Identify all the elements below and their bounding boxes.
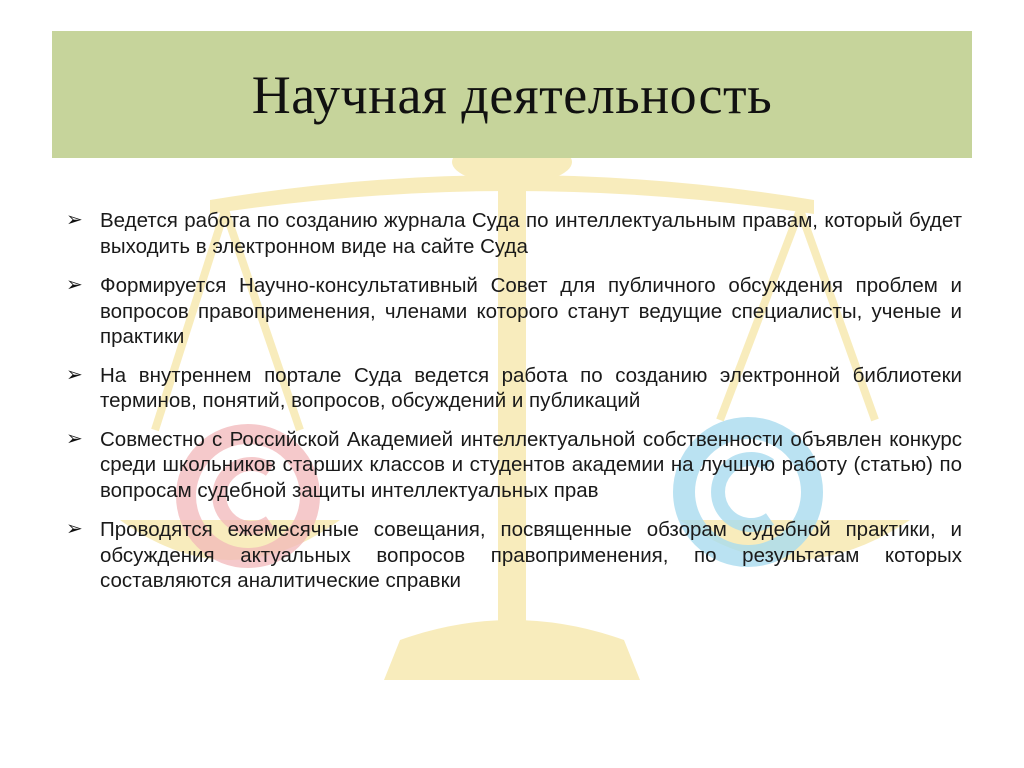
list-item xyxy=(66,517,962,594)
bullet-list xyxy=(66,208,962,607)
arrow-bullet-icon: ➢ xyxy=(66,518,83,540)
arrow-bullet-icon: ➢ xyxy=(66,427,83,450)
list-item xyxy=(66,208,962,259)
bullet-text: Ведется работа по созданию журнала Суда по интеллектуальным правам, который будет выходить в электронном виде на сайте Суда xyxy=(100,209,962,258)
bullet-text: Совместно с Российской Академией интеллектуальной собственности объявлен конкурс среди школьников старших классов и студентов академии на лучшую работу (статью) по вопросам судебной защиты интеллектуальных прав xyxy=(100,427,962,502)
list-item xyxy=(66,427,962,504)
title-bar xyxy=(52,31,972,158)
bullet-text: Формируется Научно-консультативный Совет для публичного обсуждения проблем и вопросов правоприменения, членами которого станут ведущие специалисты, ученые и практики xyxy=(100,274,962,348)
list-item xyxy=(66,363,962,414)
bullet-text: Проводятся ежемесячные совещания, посвященные обзорам судебной практики, и обсуждения актуальных вопросов правоприменения, по результатам которых составляются аналитические справки xyxy=(100,518,962,592)
bullet-text: На внутреннем портале Суда ведется работа по созданию электронной библиотеки терминов, понятий, вопросов, обсуждений и публикаций xyxy=(100,363,962,412)
arrow-bullet-icon: ➢ xyxy=(66,209,83,231)
slide-title: Научная деятельность xyxy=(251,64,773,125)
arrow-bullet-icon: ➢ xyxy=(66,363,83,386)
arrow-bullet-icon: ➢ xyxy=(66,274,83,296)
list-item xyxy=(66,273,962,350)
